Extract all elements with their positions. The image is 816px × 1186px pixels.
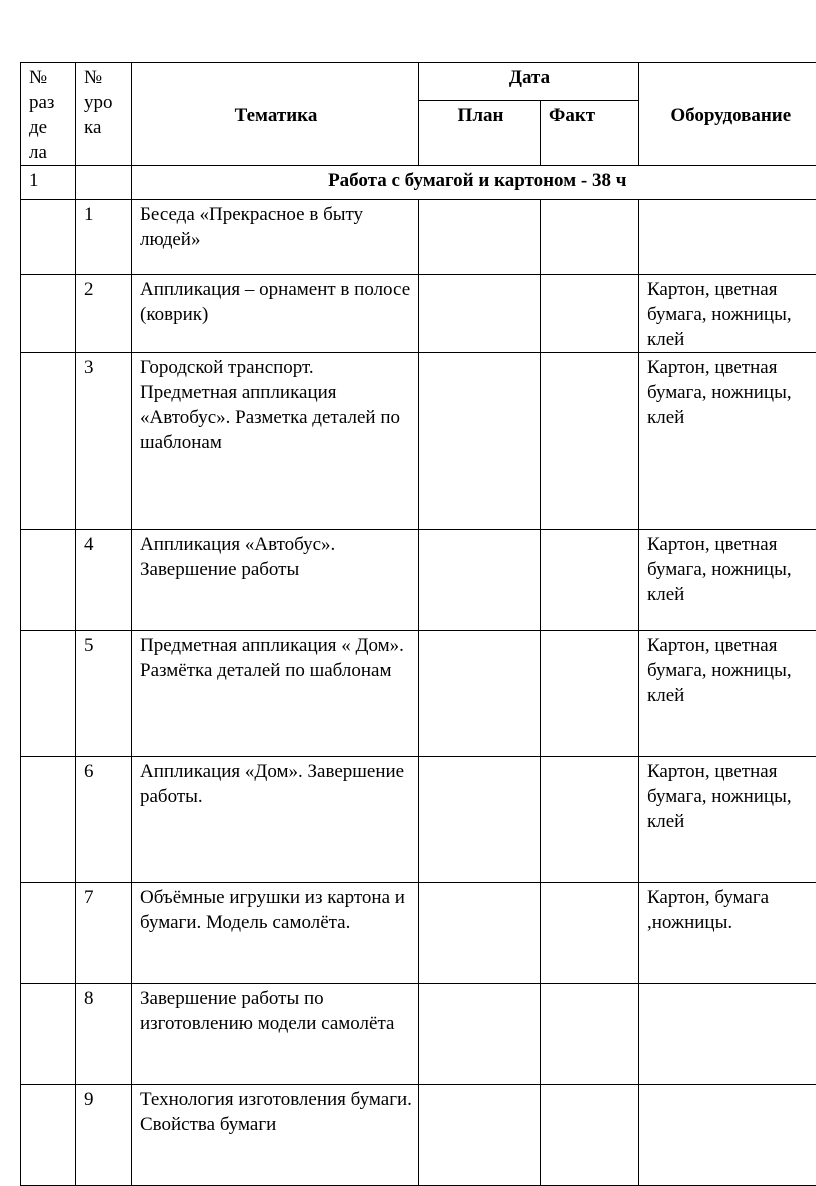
- lesson-topic: Городской транспорт. Предметная аппликация «Автобус». Разметка деталей по шаблонам: [132, 353, 419, 530]
- lesson-plan-date: [419, 1085, 541, 1186]
- lesson-plan-page: [20, 62, 816, 1186]
- lesson-number: 7: [76, 883, 132, 984]
- header-equipment: Оборудование: [639, 63, 816, 166]
- lesson-equipment: Картон, цветная бумага, ножницы, клей: [639, 631, 816, 757]
- lesson-equipment: [639, 200, 816, 275]
- section-title: Работа с бумагой и картоном - 38 ч: [132, 166, 816, 200]
- lesson-fact-date: [541, 883, 639, 984]
- lesson-number: 8: [76, 984, 132, 1085]
- lesson-topic: Завершение работы по изготовлению модели самолёта: [132, 984, 419, 1085]
- lesson-plan-date: [419, 275, 541, 353]
- lesson-fact-date: [541, 530, 639, 631]
- lesson-number: 2: [76, 275, 132, 353]
- section-row: [21, 166, 816, 200]
- header-lesson-number: № уро ка: [76, 63, 132, 166]
- lesson-number: 4: [76, 530, 132, 631]
- lesson-fact-date: [541, 200, 639, 275]
- lesson-topic: Аппликация «Автобус». Завершение работы: [132, 530, 419, 631]
- table-row: [21, 757, 816, 883]
- table-row: [21, 1085, 816, 1186]
- lesson-fact-date: [541, 1085, 639, 1186]
- lesson-fact-date: [541, 984, 639, 1085]
- lesson-number: 1: [76, 200, 132, 275]
- lesson-equipment: Картон, бумага ,ножницы.: [639, 883, 816, 984]
- table-row: [21, 353, 816, 530]
- lesson-topic: Объёмные игрушки из картона и бумаги. Модель самолёта.: [132, 883, 419, 984]
- lesson-topic: Беседа «Прекрасное в быту людей»: [132, 200, 419, 275]
- header-plan: План: [419, 101, 541, 166]
- lesson-plan-table: [20, 62, 816, 1186]
- lesson-fact-date: [541, 757, 639, 883]
- table-row: [21, 200, 816, 275]
- lesson-equipment: Картон, цветная бумага, ножницы, клей: [639, 530, 816, 631]
- lesson-topic: Аппликация «Дом». Завершение работы.: [132, 757, 419, 883]
- lesson-plan-date: [419, 984, 541, 1085]
- header-date: Дата: [419, 63, 639, 101]
- lesson-plan-date: [419, 200, 541, 275]
- lesson-equipment: Картон, цветная бумага, ножницы, клей: [639, 275, 816, 353]
- lesson-number: 6: [76, 757, 132, 883]
- table-row: [21, 883, 816, 984]
- header-row: [21, 63, 816, 101]
- lesson-equipment: Картон, цветная бумага, ножницы, клей: [639, 353, 816, 530]
- section-number: 1: [21, 166, 76, 200]
- lesson-fact-date: [541, 631, 639, 757]
- header-fact: Факт: [541, 101, 639, 166]
- table-row: [21, 631, 816, 757]
- table-row: [21, 275, 816, 353]
- lesson-topic: Предметная аппликация « Дом». Размётка деталей по шаблонам: [132, 631, 419, 757]
- lesson-plan-date: [419, 757, 541, 883]
- lesson-equipment: [639, 1085, 816, 1186]
- lesson-equipment: Картон, цветная бумага, ножницы, клей: [639, 757, 816, 883]
- lesson-topic: Аппликация – орнамент в полосе (коврик): [132, 275, 419, 353]
- lesson-fact-date: [541, 353, 639, 530]
- lesson-plan-date: [419, 353, 541, 530]
- lesson-number: 5: [76, 631, 132, 757]
- lesson-plan-date: [419, 631, 541, 757]
- lesson-plan-date: [419, 883, 541, 984]
- lesson-number: 9: [76, 1085, 132, 1186]
- header-section-number: № раз де ла: [21, 63, 76, 166]
- table-row: [21, 984, 816, 1085]
- section-spacer: [76, 166, 132, 200]
- header-topic: Тематика: [132, 63, 419, 166]
- lesson-fact-date: [541, 275, 639, 353]
- lesson-plan-date: [419, 530, 541, 631]
- table-row: [21, 530, 816, 631]
- lesson-equipment: [639, 984, 816, 1085]
- lesson-topic: Технология изготовления бумаги. Свойства бумаги: [132, 1085, 419, 1186]
- lesson-number: 3: [76, 353, 132, 530]
